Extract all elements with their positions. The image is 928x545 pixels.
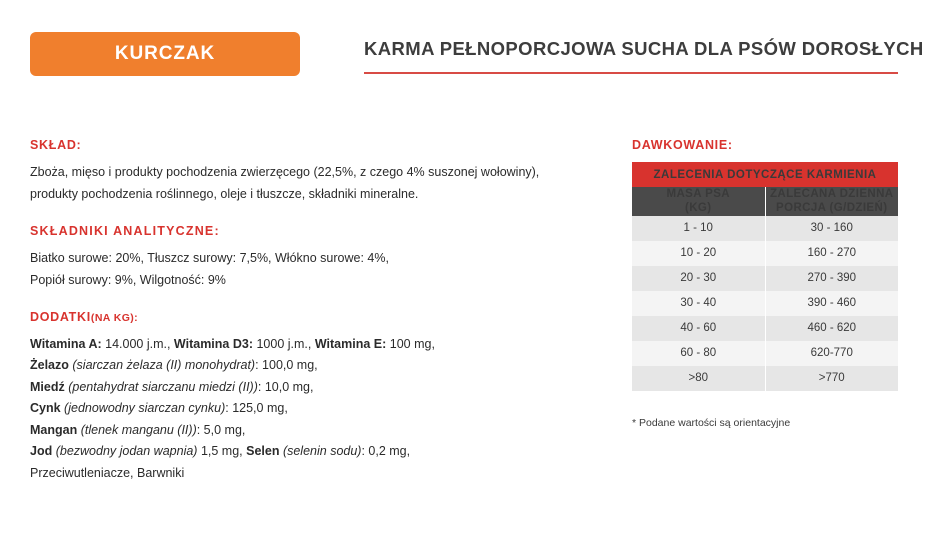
spacer	[30, 292, 590, 310]
cell-weight: >80	[632, 366, 765, 391]
column-header-weight-line2: (KG)	[684, 202, 712, 215]
spacer	[30, 206, 590, 224]
cell-portion: >770	[765, 366, 898, 391]
column-header-weight	[632, 187, 765, 216]
additive-value: 1,5 mg,	[197, 444, 247, 458]
list-item	[30, 463, 590, 485]
additive-value: 1000 j.m.,	[253, 336, 315, 351]
analytical-heading: SKŁADNIKI ANALITYCZNE:	[30, 223, 220, 238]
dosage-heading: DAWKOWANIE:	[632, 138, 733, 152]
additive-value: Przeciwutleniacze, Barwniki	[30, 465, 185, 480]
additive-source: (pentahydrat siarczanu miedzi (II))	[64, 379, 258, 394]
table-footnote: * Podane wartości są orientacyjne	[632, 416, 791, 429]
additives-list	[30, 334, 590, 485]
additive-source: (bezwodny jodan wapnia)	[52, 444, 198, 458]
list-item	[30, 420, 590, 442]
additive-value: : 100,0 mg,	[255, 358, 318, 372]
additive-value: : 125,0 mg,	[225, 401, 288, 415]
additive-name: Selen	[246, 444, 280, 458]
cell-portion: 620-770	[765, 341, 898, 366]
table-row	[632, 291, 898, 316]
additive-name: Cynk	[30, 401, 61, 415]
cell-portion: 460 - 620	[765, 316, 898, 341]
column-header-weight-line1: MASA PSA	[666, 188, 730, 200]
additive-value: 14.000 j.m.,	[101, 336, 174, 351]
analytical-line-2: Popiół surowy: 9%, Wilgotność: 9%	[30, 272, 226, 287]
additive-name: Mangan	[30, 422, 78, 437]
additives-heading-unit: (NA KG):	[90, 311, 139, 324]
cell-portion: 270 - 390	[765, 266, 898, 291]
composition-text: Zboża, mięso i produkty pochodzenia zwierzęcego (22,5%, z czego 4% suszonej wołowiny), produkty pochodzenia roślinnego, oleje i tłuszcze, składniki mineralne.	[30, 165, 540, 201]
additive-value: : 10,0 mg,	[257, 379, 314, 394]
table-header-row	[632, 187, 898, 216]
additive-source: (tlenek manganu (II))	[77, 422, 197, 437]
table-row	[632, 241, 898, 266]
list-item	[30, 334, 590, 356]
column-header-portion-line2: PORCJA (G/DZIEŃ)	[776, 202, 888, 215]
cell-weight: 10 - 20	[632, 241, 765, 266]
flavour-badge-label: KURCZAK	[114, 43, 216, 64]
additive-name: Witamina E:	[314, 336, 387, 351]
page-title: KARMA PEŁNOPORCJOWA SUCHA DLA PSÓW DOROSŁYCH	[364, 38, 924, 59]
cell-portion: 30 - 160	[765, 216, 898, 241]
additive-value: : 5,0 mg,	[196, 422, 246, 437]
additive-source: (siarczan żelaza (II) monohydrat)	[68, 358, 256, 372]
additive-name: Miedź	[30, 379, 65, 394]
table-row	[632, 316, 898, 341]
additive-value: 100 mg,	[386, 336, 435, 351]
page-header	[0, 32, 928, 90]
cell-weight: 60 - 80	[632, 341, 765, 366]
composition-heading: SKŁAD:	[30, 138, 82, 152]
additive-source: (jednowodny siarczan cynku)	[60, 401, 226, 415]
column-header-portion-line1: ZALECANA DZIENNA	[769, 188, 894, 200]
additives-heading	[30, 310, 590, 324]
table-row	[632, 266, 898, 291]
list-item	[30, 377, 590, 399]
analytical-line-1: Biatko surowe: 20%, Tłuszcz surowy: 7,5%, Włókno surowe: 4%,	[30, 250, 389, 265]
list-item	[30, 355, 590, 377]
table-row	[632, 341, 898, 366]
table-caption-row	[632, 162, 898, 187]
cell-weight: 20 - 30	[632, 266, 765, 291]
dosage-column	[632, 138, 898, 429]
cell-weight: 30 - 40	[632, 291, 765, 316]
additive-name: Witamina D3:	[173, 336, 253, 351]
cell-portion: 160 - 270	[765, 241, 898, 266]
cell-weight: 1 - 10	[632, 216, 765, 241]
header-divider	[364, 72, 898, 74]
table-caption: ZALECENIA DOTYCZĄCE KARMIENIA	[632, 162, 898, 187]
additive-name: Witamina A:	[30, 336, 102, 351]
additive-value: : 0,2 mg,	[361, 444, 411, 458]
column-header-portion	[765, 187, 898, 216]
header-title-wrap	[364, 38, 924, 74]
additives-heading-main: DODATKI	[30, 309, 91, 324]
cell-weight: 40 - 60	[632, 316, 765, 341]
flavour-badge	[30, 32, 300, 76]
list-item	[30, 441, 590, 463]
composition-column	[30, 138, 590, 484]
additive-name: Jod	[30, 444, 53, 458]
table-row	[632, 366, 898, 391]
feeding-table	[632, 162, 898, 391]
additive-source: (selenin sodu)	[279, 444, 362, 458]
additive-name: Żelazo	[30, 358, 69, 372]
table-row	[632, 216, 898, 241]
list-item	[30, 398, 590, 420]
cell-portion: 390 - 460	[765, 291, 898, 316]
